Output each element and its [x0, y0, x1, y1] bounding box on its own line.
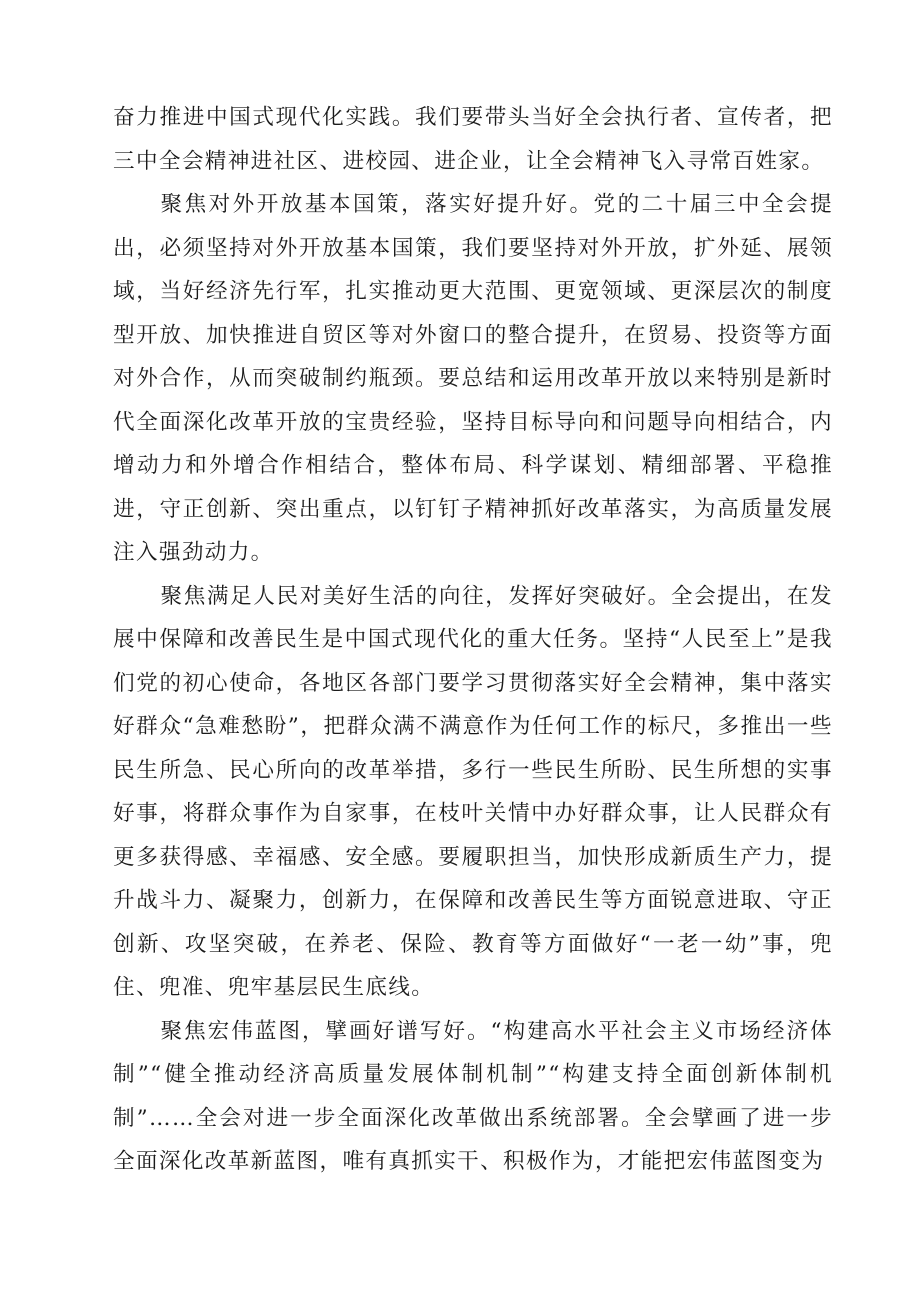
document-body: [113, 96, 833, 1184]
paragraph-continuation: 奋力推进中国式现代化实践。我们要带头当好全会执行者、宣传者，把三中全会精神进社区、进校园、进企业，让全会精神飞入寻常百姓家。: [113, 105, 833, 174]
paragraph-opening-up: 聚焦对外开放基本国策，落实好提升好。党的二十届三中全会提出，必须坚持对外开放基本国策，我们要坚持对外开放，扩外延、展领域，当好经济先行军，扎实推动更大范围、更宽领域、更深层次的制度型开放、加快推进自贸区等对外窗口的整合提升，在贸易、投资等方面对外合作，从而突破制约瓶颈。要总结和运用改革开放以来特别是新时代全面深化改革开放的宝贵经验，坚持目标导向和问题导向相结合，内增动力和外增合作相结合，整体布局、科学谋划、精细部署、平稳推进，守正创新、突出重点，以钉钉子精神抓好改革落实，为高质量发展注入强劲动力。: [113, 192, 833, 565]
paragraph-livelihood: 聚焦满足人民对美好生活的向往，发挥好突破好。全会提出，在发展中保障和改善民生是中国式现代化的重大任务。坚持“人民至上”是我们党的初心使命，各地区各部门要学习贯彻落实好全会精神，集中落实好群众“急难愁盼”，把群众满不满意作为任何工作的标尺，多推出一些民生所急、民心所向的改革举措，多行一些民生所盼、民生所想的实事好事，将群众事作为自家事，在枝叶关情中办好群众事，让人民群众有更多获得感、幸福感、安全感。要履职担当，加快形成新质生产力，提升战斗力、凝聚力，创新力，在保障和改善民生等方面锐意进取、守正创新、攻坚突破，在养老、保险、教育等方面做好“一老一幼”事，兜住、兜准、兜牢基层民生底线。: [113, 583, 833, 1000]
paragraph-blueprint: 聚焦宏伟蓝图，擘画好谱写好。“构建高水平社会主义市场经济体制”“健全推动经济高质量发展体制机制”“构建支持全面创新体制机制”……全会对进一步全面深化改革做出系统部署。全会擘画了进一步全面深化改革新蓝图，唯有真抓实干、积极作为，才能把宏伟蓝图变为: [113, 1018, 833, 1174]
